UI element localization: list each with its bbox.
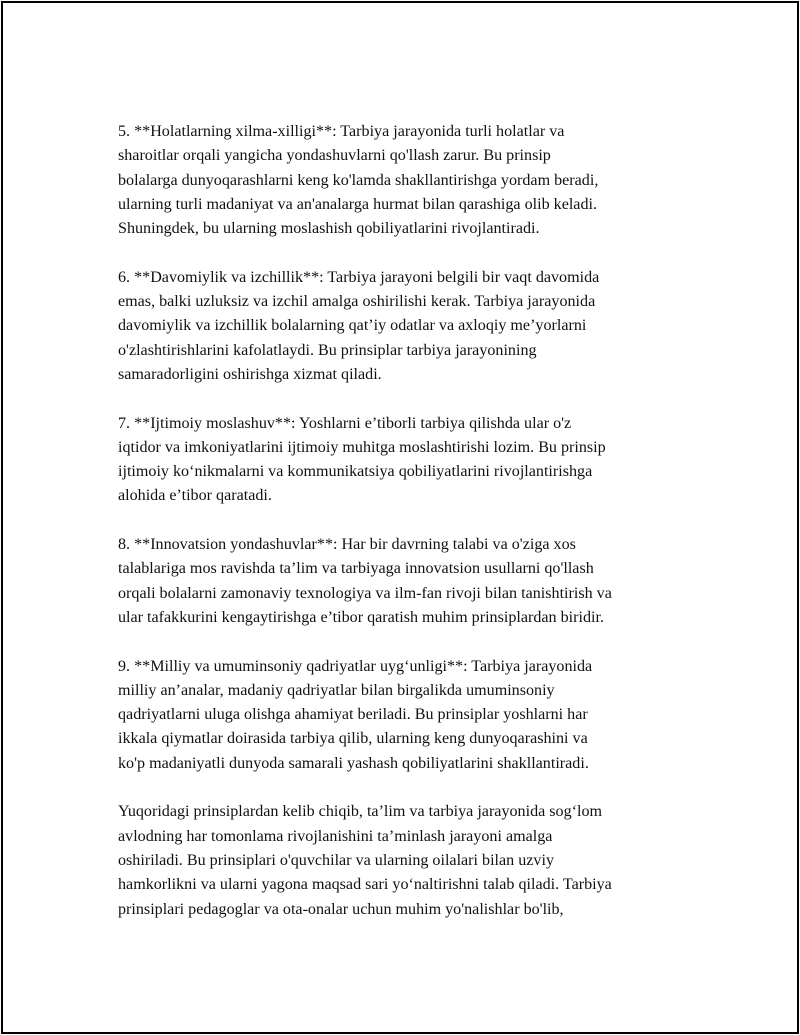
text-line: avlodning har tomonlama rivojlanishini ta’minlash jarayoni amalga [118, 827, 553, 845]
text-line: talablariga mos ravishda ta’lim va tarbiyaga innovatsion usullarni qo'llash [118, 560, 594, 578]
paragraph-conclusion [118, 800, 708, 921]
text-line: hamkorlikni va ularni yagona maqsad sari yo‘naltirishni talab qiladi. Tarbiya [118, 876, 612, 894]
text-line: Yuqoridagi prinsiplardan kelib chiqib, ta’lim va tarbiya jarayonida sog‘lom [118, 803, 603, 821]
text-line: samaradorligini oshirishga xizmat qiladi. [118, 365, 382, 383]
paragraph-6-davomiylik-va-izchillik [118, 266, 708, 387]
text-line: 8. **Innovatsion yondashuvlar**: Har bir davrning talabi va o'ziga xos [118, 536, 576, 554]
paragraph-7-ijtimoiy-moslashuv [118, 412, 708, 509]
text-line: sharoitlar orqali yangicha yondashuvlarni qo'llash zarur. Bu prinsip [118, 147, 551, 165]
text-line: ularning turli madaniyat va an'analarga hurmat bilan qarashiga olib keladi. [118, 195, 597, 213]
text-line: ular tafakkurini kengaytirishga e’tibor qaratish muhim prinsiplardan biridir. [118, 608, 604, 626]
text-line: o'zlashtirishlarini kafolatlaydi. Bu prinsiplar tarbiya jarayonining [118, 341, 537, 359]
paragraph-9-milliy-va-umuminsoniy-qadriyatlar [118, 655, 708, 776]
text-line: ikkala qiymatlar doirasida tarbiya qilib, ularning keng dunyoqarashini va [118, 730, 588, 748]
text-line: bolalarga dunyoqarashlarni keng ko'lamda shakllantirishga yordam beradi, [118, 171, 599, 189]
text-line: iqtidor va imkoniyatlarini ijtimoiy muhitga moslashtirishi lozim. Bu prinsip [118, 438, 606, 456]
text-line: 6. **Davomiylik va izchillik**: Tarbiya jarayoni belgili bir vaqt davomida [118, 268, 600, 286]
text-line: 9. **Milliy va umuminsoniy qadriyatlar uyg‘unligi**: Tarbiya jarayonida [118, 657, 593, 675]
text-line: Shuningdek, bu ularning moslashish qobiliyatlarini rivojlantiradi. [118, 220, 540, 238]
text-line: 7. **Ijtimoiy moslashuv**: Yoshlarni e’tiborli tarbiya qilishda ular o'z [118, 414, 572, 432]
text-line: oshiriladi. Bu prinsiplari o'quvchilar va ularning oilalari bilan uzviy [118, 851, 554, 869]
text-line: orqali bolalarni zamonaviy texnologiya va ilm-fan rivoji bilan tanishtirish va [118, 584, 612, 602]
text-line: prinsiplari pedagoglar va ota-onalar uchun muhim yo'nalishlar bo'lib, [118, 900, 564, 918]
text-line: emas, balki uzluksiz va izchil amalga oshirilishi kerak. Tarbiya jarayonida [118, 293, 596, 311]
text-line: ijtimoiy ko‘nikmalarni va kommunikatsiya qobiliyatlarini rivojlantirishga [118, 463, 593, 481]
text-line: ko'p madaniyatli dunyoda samarali yashash qobiliyatlarini shakllantiradi. [118, 754, 589, 772]
paragraph-5-holatlarning-xilma-xilligi [118, 120, 708, 241]
paragraph-8-innovatsion-yondashuvlar [118, 533, 708, 630]
document-body [118, 120, 708, 946]
document-page [1, 1, 799, 1034]
text-line: 5. **Holatlarning xilma-xilligi**: Tarbiya jarayonida turli holatlar va [118, 123, 565, 140]
text-line: milliy an’analar, madaniy qadriyatlar bilan birgalikda umuminsoniy [118, 681, 555, 699]
text-line: alohida e’tibor qaratadi. [118, 487, 272, 505]
text-line: qadriyatlarni uluga olishga ahamiyat beriladi. Bu prinsiplar yoshlarni har [118, 706, 588, 724]
text-line: davomiylik va izchillik bolalarning qat’iy odatlar va axloqiy me’yorlarni [118, 317, 587, 335]
